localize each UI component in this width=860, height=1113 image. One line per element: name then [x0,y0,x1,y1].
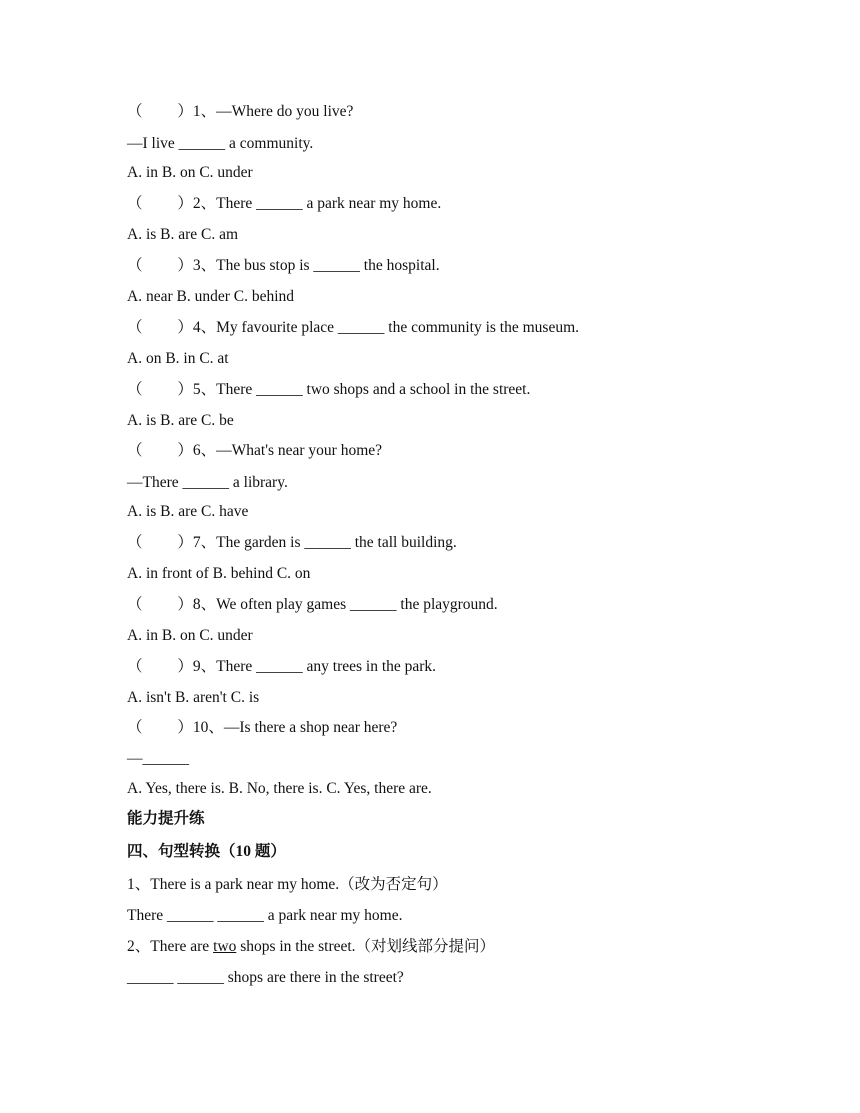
question-7-stem: （ ）7、The garden is ______ the tall building. [127,534,457,551]
question-9-options: A. isn't B. aren't C. is [127,689,260,706]
question-5-stem: （ ）5、There ______ two shops and a school in the street. [127,381,531,398]
question-1-options: A. in B. on C. under [127,164,253,181]
question-1-reply: —I live ______ a community. [127,135,314,152]
question-2-stem: （ ）2、There ______ a park near my home. [127,195,442,212]
question-6-reply: —There ______ a library. [127,474,288,491]
question-8-options: A. in B. on C. under [127,627,253,644]
transform-question-2-suffix: shops in the street.（对划线部分提问） [236,938,496,955]
transform-answer-1: There ______ ______ a park near my home. [127,907,403,924]
question-2-options: A. is B. are C. am [127,226,239,243]
question-1-stem: （ ）1、—Where do you live? [127,103,354,120]
transform-question-2-prefix: 2、There are [127,938,214,955]
question-10-options: A. Yes, there is. B. No, there is. C. Yes, there are. [127,780,432,797]
question-3-options: A. near B. under C. behind [127,288,295,305]
underlined-word: two [213,938,237,955]
question-3-stem: （ ）3、The bus stop is ______ the hospital. [127,257,440,274]
question-9-stem: （ ）9、There ______ any trees in the park. [127,658,437,675]
section-heading: 能力提升练 [127,810,205,827]
question-8-stem: （ ）8、We often play games ______ the playground. [127,596,498,613]
question-4-stem: （ ）4、My favourite place ______ the community is the museum. [127,319,580,336]
transform-question-1: 1、There is a park near my home.（改为否定句） [127,876,448,893]
transform-answer-2: ______ ______ shops are there in the street? [127,969,404,986]
question-10-stem: （ ）10、—Is there a shop near here? [127,719,398,736]
question-5-options: A. is B. are C. be [127,412,234,429]
question-7-options: A. in front of B. behind C. on [127,565,311,582]
question-6-options: A. is B. are C. have [127,503,249,520]
question-10-reply: —______ [127,750,189,767]
transform-question-2 [127,937,495,957]
part-title: 四、句型转换（10 题） [127,843,286,860]
question-6-stem: （ ）6、—What's near your home? [127,442,383,459]
question-4-options: A. on B. in C. at [127,350,229,367]
